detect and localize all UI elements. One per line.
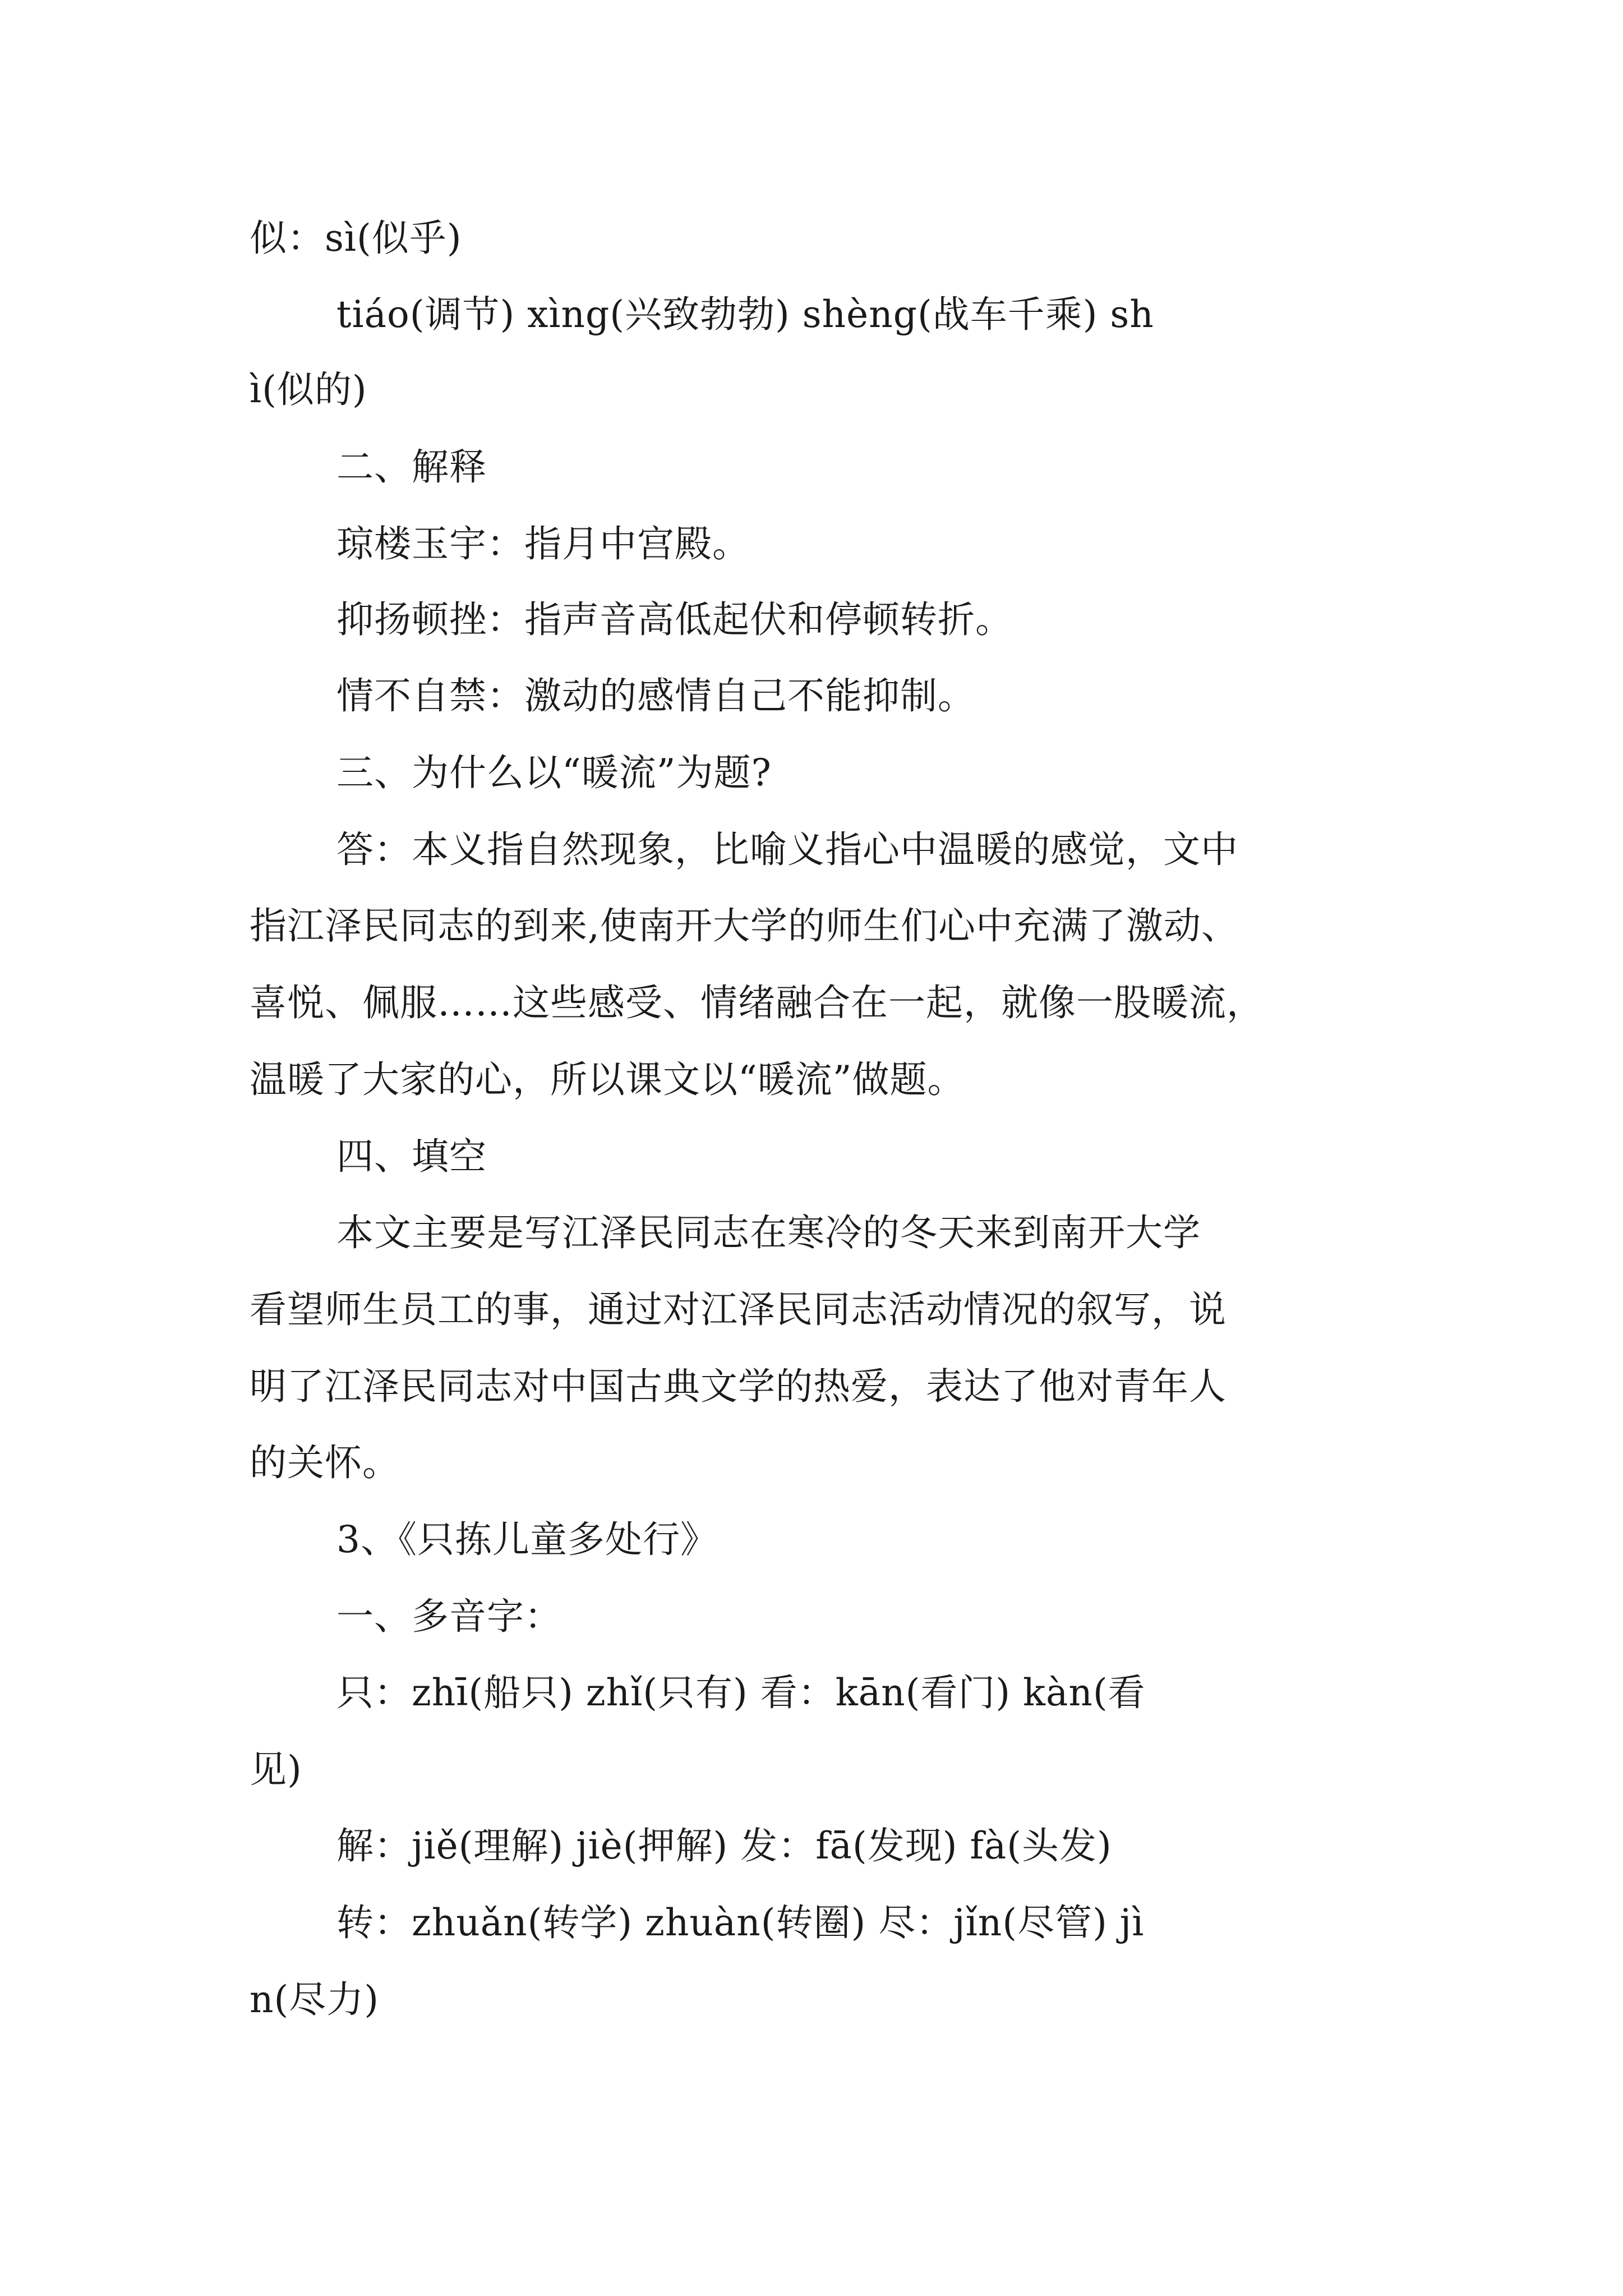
- text-line: 似：sì(似乎): [250, 217, 462, 260]
- text-line: 指江泽民同志的到来,使南开大学的师生们心中充满了激动、: [250, 904, 1239, 947]
- text-line: 看望师生员工的事，通过对江泽民同志活动情况的叙写，说: [250, 1288, 1227, 1331]
- text-line: 只：zhī(船只) zhǐ(只有) 看：kān(看门) kàn(看: [336, 1671, 1146, 1714]
- text-line: 见): [250, 1748, 302, 1791]
- section-heading: 二、解释: [336, 445, 487, 489]
- text-line: 解：jiě(理解) jiè(押解) 发：fā(发现) fà(头发): [336, 1824, 1112, 1867]
- text-line: 转：zhuǎn(转学) zhuàn(转圈) 尽：jǐn(尽管) jì: [336, 1901, 1145, 1944]
- text-line: n(尽力): [250, 1978, 380, 2021]
- text-line: 的关怀。: [250, 1441, 400, 1484]
- text-line: 喜悦、佩服……这些感受、情绪融合在一起，就像一股暖流，: [250, 981, 1264, 1024]
- text-line: tiáo(调节) xìng(兴致勃勃) shèng(战车千乘) sh: [336, 293, 1154, 336]
- definition-line: 抑扬顿挫：指声音高低起伏和停顿转折。: [336, 598, 1013, 641]
- definition-line: 情不自禁：激动的感情自己不能抑制。: [336, 674, 975, 717]
- section-heading: 三、为什么以“暖流”为题?: [336, 751, 772, 794]
- text-line: 本文主要是写江泽民同志在寒冷的冬天来到南开大学: [336, 1211, 1201, 1254]
- section-heading: 一、多音字：: [336, 1595, 562, 1638]
- text-line: 温暖了大家的心，所以课文以“暖流”做题。: [250, 1058, 965, 1101]
- lesson-title: 3、《只拣儿童多处行》: [336, 1518, 718, 1561]
- text-line: 答：本义指自然现象，比喻义指心中温暖的感觉，文中: [336, 828, 1238, 871]
- section-heading: 四、填空: [336, 1135, 487, 1178]
- text-line: 明了江泽民同志对中国古典文学的热爱，表达了他对青年人: [250, 1365, 1227, 1408]
- text-line: ì(似的): [250, 368, 367, 411]
- definition-line: 琼楼玉宇：指月中宫殿。: [336, 522, 750, 565]
